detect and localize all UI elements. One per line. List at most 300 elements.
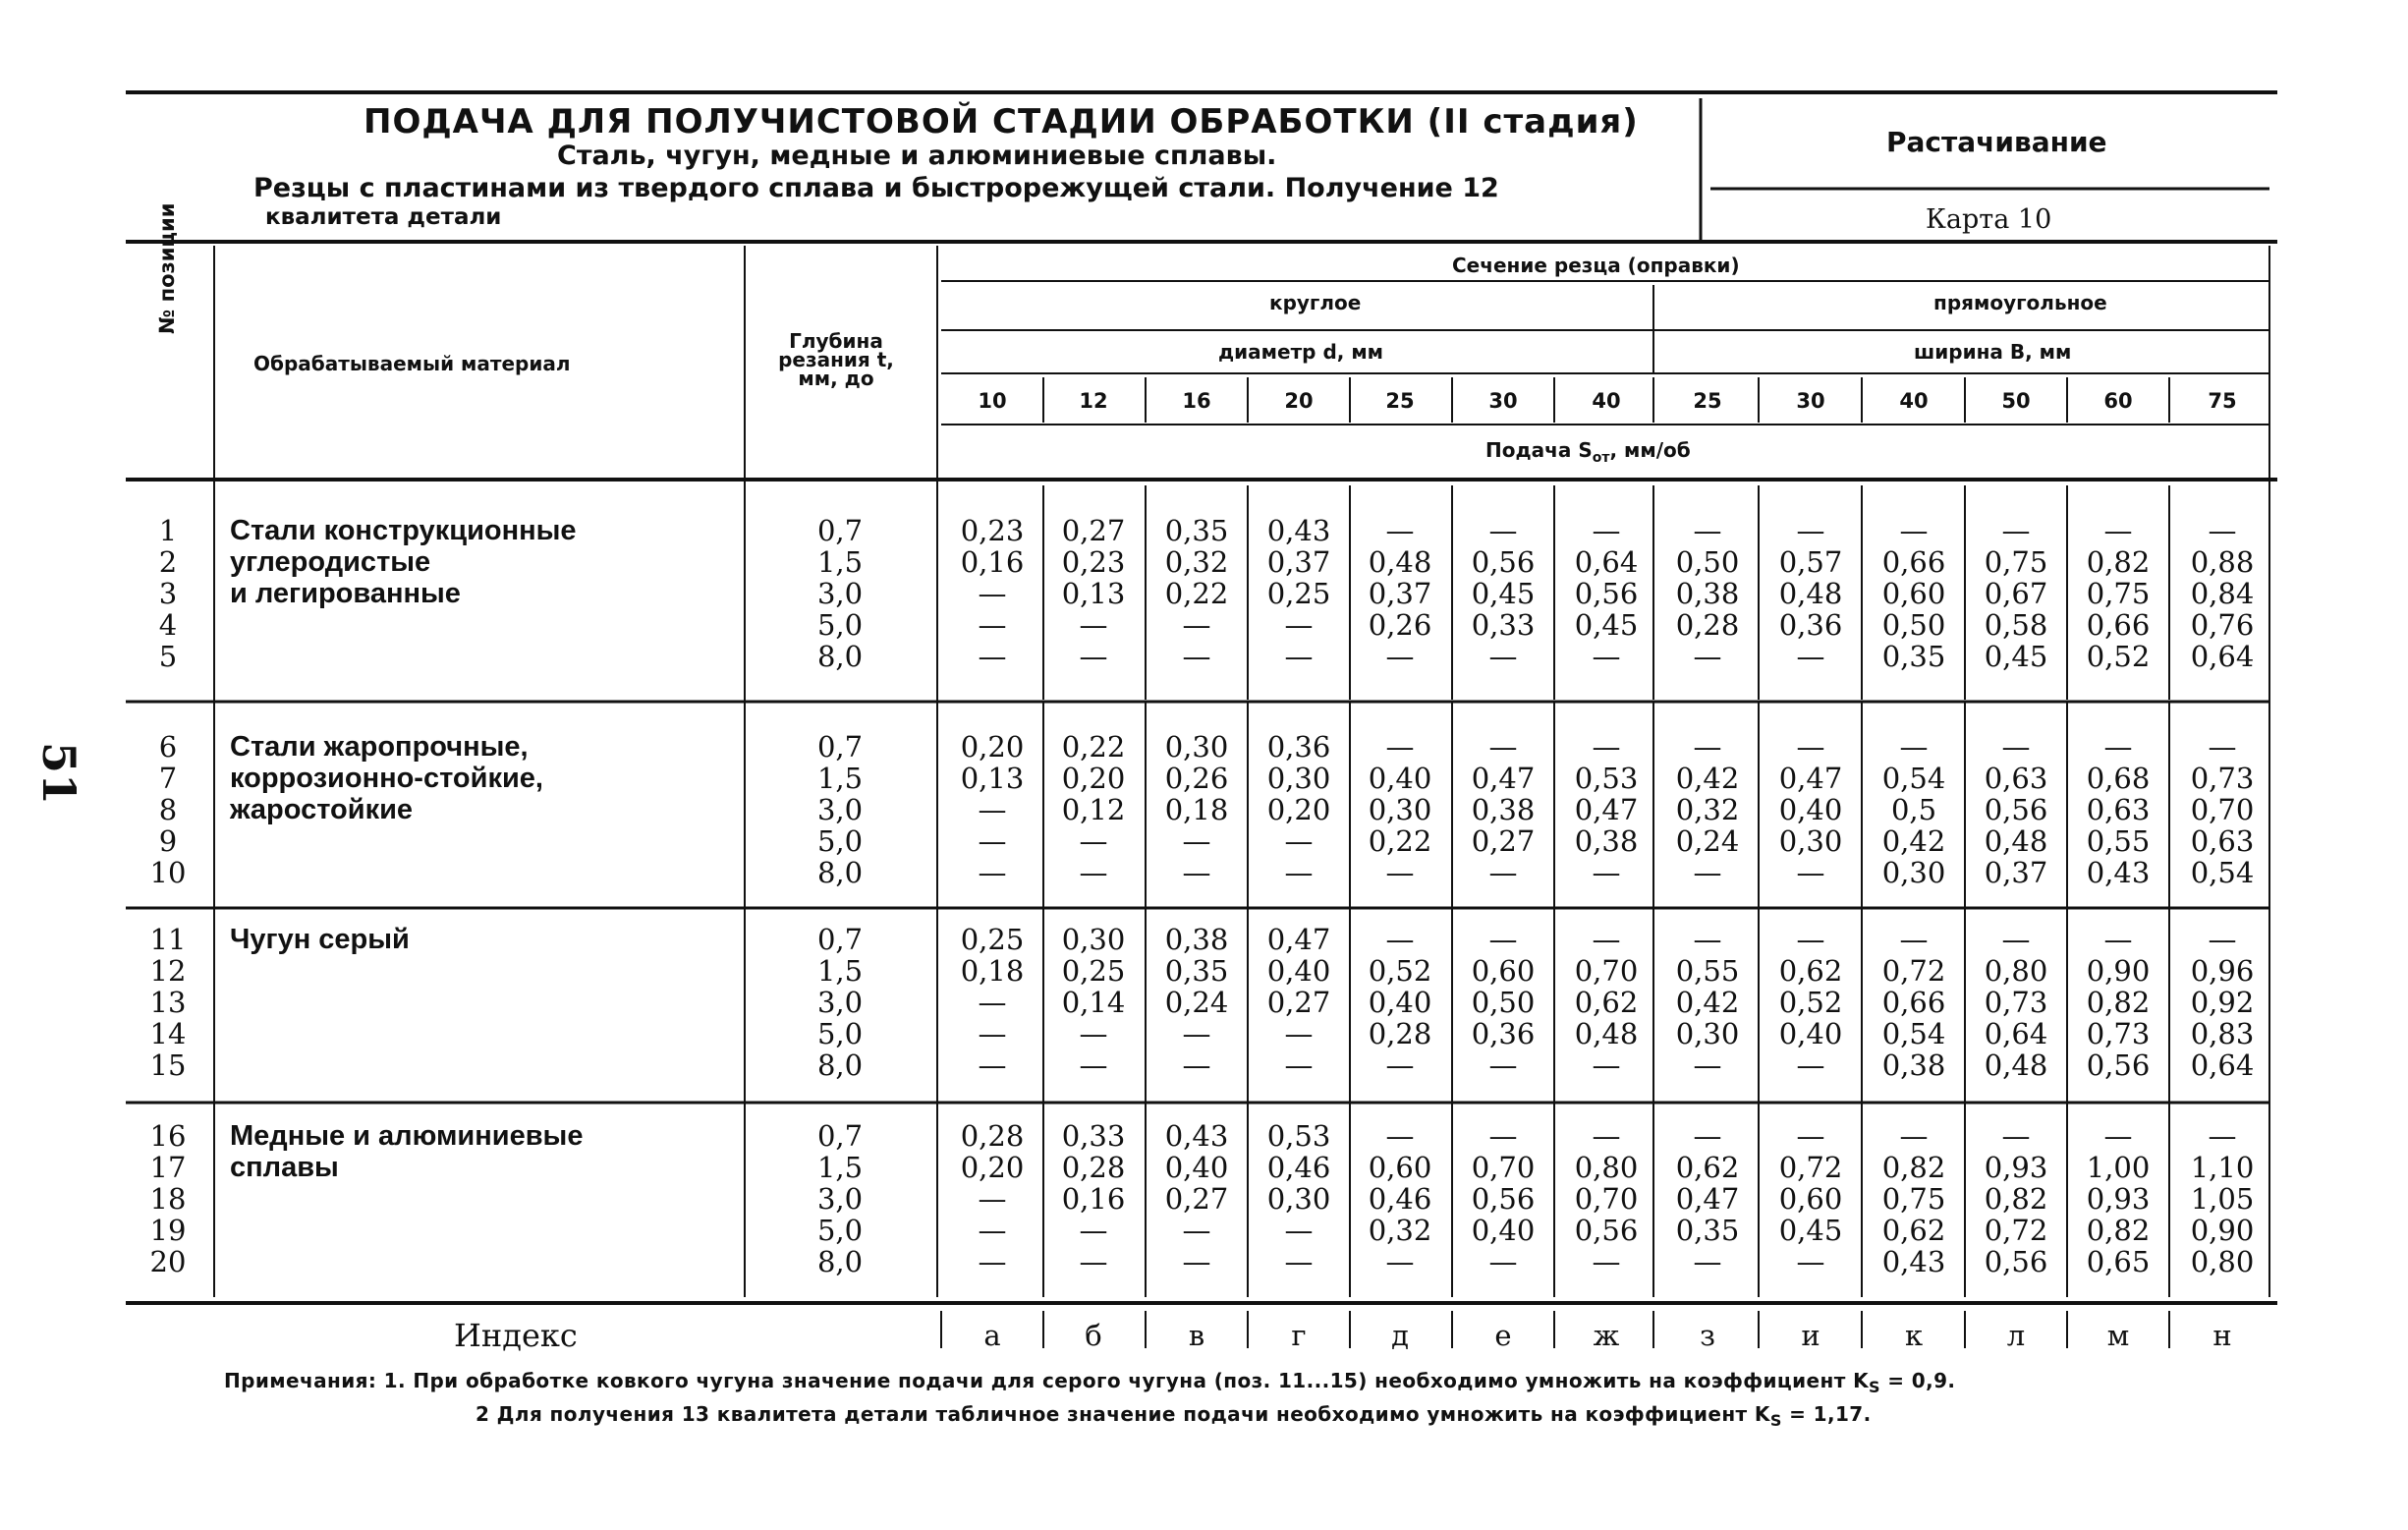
note-2 <box>476 1402 1872 1430</box>
feed-column <box>1044 731 1143 888</box>
feed-value: 0,50 <box>1881 608 1946 642</box>
feed-value: — <box>1079 1017 1108 1050</box>
header-feed-unit: , мм/об <box>1609 438 1691 462</box>
index-letter: д <box>1391 1319 1409 1352</box>
feed-value: — <box>978 640 1007 673</box>
feed-value: 0,75 <box>1984 545 2048 579</box>
position-number: 9 <box>158 824 178 858</box>
feed-value: 0,47 <box>1778 762 1843 795</box>
feed-value: — <box>1693 1048 1722 1082</box>
feed-value: 0,48 <box>1778 577 1843 610</box>
feed-value: 0,48 <box>1984 824 2048 858</box>
material-line: Стали жаропрочные, <box>230 731 529 763</box>
feed-column <box>1351 515 1449 672</box>
feed-value: — <box>978 1245 1007 1278</box>
feed-value: 0,54 <box>2190 856 2255 889</box>
index-letter: м <box>2106 1319 2130 1352</box>
feed-value: 0,14 <box>1061 986 1126 1019</box>
feed-value: 0,47 <box>1675 1182 1740 1216</box>
depth-value: 1,5 <box>816 1151 864 1184</box>
depth-value: 1,5 <box>816 545 864 579</box>
feed-value: 0,45 <box>1984 640 2048 673</box>
feed-value: 0,60 <box>1368 1151 1432 1184</box>
position-numbers <box>147 515 189 672</box>
feed-column <box>1967 924 2065 1081</box>
feed-value: 0,93 <box>1984 1151 2048 1184</box>
feed-value: — <box>1899 1119 1929 1153</box>
depth-values <box>806 515 874 672</box>
position-number: 7 <box>158 762 178 795</box>
header-material: Обрабатываемый материал <box>253 352 571 375</box>
position-number: 10 <box>149 856 187 889</box>
feed-value: 0,43 <box>2086 856 2151 889</box>
feed-value: 0,43 <box>1881 1245 1946 1278</box>
feed-value: — <box>978 824 1007 858</box>
feed-value: 0,36 <box>1778 608 1843 642</box>
feed-value: — <box>2103 1119 2133 1153</box>
feed-value: — <box>1796 514 1825 547</box>
header-rectangular: прямоугольное <box>1933 291 2107 314</box>
feed-value: 0,56 <box>1984 1245 2048 1278</box>
position-number: 2 <box>158 545 178 579</box>
material-name <box>230 515 577 609</box>
feed-value: — <box>1079 608 1108 642</box>
feed-column <box>2069 924 2167 1081</box>
feed-column <box>1762 924 1860 1081</box>
feed-value: — <box>1693 514 1722 547</box>
depth-value: 5,0 <box>816 1017 864 1050</box>
feed-value: 0,47 <box>1471 762 1536 795</box>
feed-value: 0,23 <box>960 514 1025 547</box>
feed-value: 0,63 <box>2086 793 2151 826</box>
feed-value: 0,83 <box>2190 1017 2255 1050</box>
note-2-end: = 1,17. <box>1781 1402 1872 1426</box>
size-header-cell: 40 <box>1899 389 1929 413</box>
feed-column <box>1044 924 1143 1081</box>
depth-value: 8,0 <box>816 856 864 889</box>
feed-value: — <box>1385 923 1415 956</box>
feed-value: 0,18 <box>1164 793 1229 826</box>
feed-column <box>1454 731 1552 888</box>
feed-value: — <box>2001 1119 2031 1153</box>
depth-value: 3,0 <box>816 793 864 826</box>
feed-value: — <box>1796 923 1825 956</box>
feed-value: 0,60 <box>1881 577 1946 610</box>
operation-name: Растачивание <box>1886 126 2107 158</box>
feed-column <box>2173 515 2271 672</box>
feed-value: 1,00 <box>2086 1151 2151 1184</box>
feed-value: 0,75 <box>1881 1182 1946 1216</box>
feed-value: — <box>1899 514 1929 547</box>
feed-column <box>1762 731 1860 888</box>
feed-value: 0,37 <box>1984 856 2048 889</box>
size-header-cell: 12 <box>1079 389 1108 413</box>
index-letter: к <box>1904 1319 1924 1352</box>
feed-column <box>1557 515 1655 672</box>
feed-value: 0,66 <box>2086 608 2151 642</box>
feed-value: 0,53 <box>1574 762 1639 795</box>
feed-value: 0,72 <box>1881 954 1946 988</box>
index-letter: а <box>983 1319 1001 1352</box>
feed-value: — <box>978 1017 1007 1050</box>
position-number: 6 <box>158 730 178 764</box>
feed-value: — <box>1284 640 1314 673</box>
position-number: 12 <box>149 954 187 988</box>
header-depth-line: Глубина <box>789 329 883 353</box>
depth-value: 5,0 <box>816 608 864 642</box>
feed-value: — <box>1488 1119 1518 1153</box>
depth-value: 3,0 <box>816 986 864 1019</box>
index-label: Индекс <box>454 1317 578 1354</box>
feed-column <box>2173 924 2271 1081</box>
feed-value: 0,38 <box>1164 923 1229 956</box>
material-line: углеродистые <box>230 546 431 578</box>
feed-value: 0,64 <box>1574 545 1639 579</box>
feed-value: 0,27 <box>1266 986 1331 1019</box>
size-header-cell: 40 <box>1592 389 1621 413</box>
feed-value: 0,38 <box>1471 793 1536 826</box>
feed-value: 0,40 <box>1778 793 1843 826</box>
position-number: 19 <box>149 1214 187 1247</box>
feed-value: 0,80 <box>1984 954 2048 988</box>
feed-value: 0,35 <box>1164 954 1229 988</box>
feed-value: 0,55 <box>2086 824 2151 858</box>
feed-value: 0,35 <box>1881 640 1946 673</box>
feed-value: 0,75 <box>2086 577 2151 610</box>
feed-value: 0,32 <box>1368 1214 1432 1247</box>
feed-value: 0,56 <box>1574 577 1639 610</box>
size-header-cell: 60 <box>2103 389 2133 413</box>
note-2-text: 2 Для получения 13 квалитета детали табличное значение подачи необходимо умножить на коэффициент K <box>476 1402 1770 1426</box>
position-numbers <box>147 924 189 1081</box>
feed-value: 0,70 <box>1471 1151 1536 1184</box>
feed-value: 0,45 <box>1471 577 1536 610</box>
feed-value: 0,45 <box>1778 1214 1843 1247</box>
feed-value: 0,57 <box>1778 545 1843 579</box>
position-number: 13 <box>149 986 187 1019</box>
feed-value: 0,46 <box>1266 1151 1331 1184</box>
feed-column <box>1557 731 1655 888</box>
feed-value: 0,42 <box>1675 986 1740 1019</box>
feed-value: — <box>2208 730 2237 764</box>
feed-value: — <box>1079 824 1108 858</box>
position-number: 3 <box>158 577 178 610</box>
feed-value: 0,22 <box>1164 577 1229 610</box>
position-number: 4 <box>158 608 178 642</box>
feed-value: — <box>978 986 1007 1019</box>
feed-value: 0,30 <box>1778 824 1843 858</box>
feed-value: — <box>1182 1245 1211 1278</box>
feed-column <box>1762 1120 1860 1277</box>
header-position: № позиции <box>155 202 179 334</box>
feed-value: 0,24 <box>1675 824 1740 858</box>
feed-value: 0,36 <box>1471 1017 1536 1050</box>
feed-value: 0,37 <box>1266 545 1331 579</box>
feed-value: 0,64 <box>2190 640 2255 673</box>
feed-value: 0,53 <box>1266 1119 1331 1153</box>
feed-column <box>1250 1120 1348 1277</box>
feed-value: 0,66 <box>1881 986 1946 1019</box>
feed-value: 0,50 <box>1675 545 1740 579</box>
position-number: 20 <box>149 1245 187 1278</box>
feed-value: 0,13 <box>960 762 1025 795</box>
depth-value: 8,0 <box>816 1245 864 1278</box>
feed-value: 0,54 <box>1881 762 1946 795</box>
size-header-cell: 20 <box>1284 389 1314 413</box>
index-letter: н <box>2212 1319 2232 1352</box>
feed-value: 0,52 <box>2086 640 2151 673</box>
feed-value: 0,60 <box>1471 954 1536 988</box>
feed-value: 0,30 <box>1881 856 1946 889</box>
feed-value: — <box>1488 640 1518 673</box>
header-depth-line: мм, до <box>798 367 874 390</box>
depth-value: 5,0 <box>816 1214 864 1247</box>
feed-value: 0,73 <box>1984 986 2048 1019</box>
depth-value: 0,7 <box>816 514 864 547</box>
feed-value: — <box>1693 856 1722 889</box>
feed-value: — <box>1592 1245 1621 1278</box>
material-name <box>230 1120 583 1183</box>
title-materials: Сталь, чугун, медные и алюминиевые сплавы. <box>557 141 1277 171</box>
feed-value: 0,42 <box>1675 762 1740 795</box>
feed-value: 0,28 <box>1061 1151 1126 1184</box>
note-1-subscript: S <box>1868 1378 1880 1396</box>
feed-value: 0,45 <box>1574 608 1639 642</box>
feed-value: 0,30 <box>1675 1017 1740 1050</box>
size-header-cell: 10 <box>978 389 1007 413</box>
feed-value: 0,76 <box>2190 608 2255 642</box>
feed-value: — <box>2103 730 2133 764</box>
feed-value: 0,48 <box>1574 1017 1639 1050</box>
feed-value: — <box>1284 856 1314 889</box>
feed-value: 0,32 <box>1675 793 1740 826</box>
feed-value: — <box>1592 640 1621 673</box>
feed-value: — <box>2001 923 2031 956</box>
feed-column <box>1351 731 1449 888</box>
index-letter: г <box>1291 1319 1307 1352</box>
feed-value: 0,72 <box>1984 1214 2048 1247</box>
page-number: 51 <box>32 741 86 806</box>
feed-value: — <box>1796 1048 1825 1082</box>
feed-value: 0,55 <box>1675 954 1740 988</box>
feed-value: — <box>1284 1017 1314 1050</box>
feed-value: 0,82 <box>1984 1182 2048 1216</box>
feed-value: 0,63 <box>2190 824 2255 858</box>
depth-value: 1,5 <box>816 954 864 988</box>
feed-value: — <box>978 608 1007 642</box>
feed-value: — <box>1284 1214 1314 1247</box>
feed-column <box>943 515 1041 672</box>
note-1-text: Примечания: 1. При обработке ковкого чугуна значение подачи для серого чугуна (поз. 11...15) необходимо умножить на коэффициент K <box>224 1369 1869 1392</box>
feed-value: 0,82 <box>2086 986 2151 1019</box>
position-number: 18 <box>149 1182 187 1216</box>
feed-value: 0,38 <box>1675 577 1740 610</box>
depth-value: 0,7 <box>816 923 864 956</box>
feed-value: 0,13 <box>1061 577 1126 610</box>
feed-value: — <box>1284 1048 1314 1082</box>
index-letter: з <box>1700 1319 1715 1352</box>
size-header-cell: 25 <box>1385 389 1415 413</box>
feed-column <box>1454 924 1552 1081</box>
feed-value: 0,47 <box>1574 793 1639 826</box>
position-number: 15 <box>149 1048 187 1082</box>
position-number: 5 <box>158 640 178 673</box>
feed-value: — <box>1385 730 1415 764</box>
feed-value: 0,70 <box>1574 954 1639 988</box>
feed-value: 0,62 <box>1574 986 1639 1019</box>
feed-value: 0,82 <box>1881 1151 1946 1184</box>
feed-value: 0,42 <box>1881 824 1946 858</box>
feed-column <box>1351 1120 1449 1277</box>
feed-value: 0,84 <box>2190 577 2255 610</box>
feed-value: — <box>1796 1119 1825 1153</box>
feed-column <box>1967 1120 2065 1277</box>
feed-value: — <box>2001 730 2031 764</box>
feed-value: 0,20 <box>960 730 1025 764</box>
feed-value: 0,82 <box>2086 545 2151 579</box>
position-number: 14 <box>149 1017 187 1050</box>
feed-value: 0,25 <box>1266 577 1331 610</box>
feed-value: — <box>978 577 1007 610</box>
feed-value: 0,64 <box>1984 1017 2048 1050</box>
feed-value: 0,40 <box>1778 1017 1843 1050</box>
feed-value: 1,05 <box>2190 1182 2255 1216</box>
feed-column <box>1148 515 1246 672</box>
depth-values <box>806 924 874 1081</box>
feed-value: — <box>1592 514 1621 547</box>
feed-value: — <box>1796 1245 1825 1278</box>
feed-value: 0,35 <box>1164 514 1229 547</box>
card-number: Карта 10 <box>1926 204 2052 235</box>
depth-value: 0,7 <box>816 730 864 764</box>
feed-column <box>1148 731 1246 888</box>
feed-value: — <box>1385 640 1415 673</box>
feed-value: — <box>1385 514 1415 547</box>
depth-values <box>806 731 874 888</box>
feed-value: 0,80 <box>1574 1151 1639 1184</box>
position-number: 17 <box>149 1151 187 1184</box>
feed-value: — <box>1182 640 1211 673</box>
feed-value: 0,50 <box>1471 986 1536 1019</box>
feed-value: 0,20 <box>1061 762 1126 795</box>
feed-value: 0,27 <box>1061 514 1126 547</box>
feed-column <box>1557 1120 1655 1277</box>
feed-value: 0,24 <box>1164 986 1229 1019</box>
material-line: Чугун серый <box>230 924 410 955</box>
feed-value: 0,70 <box>1574 1182 1639 1216</box>
index-letter: л <box>2006 1319 2026 1352</box>
feed-value: — <box>2208 1119 2237 1153</box>
feed-value: 0,68 <box>2086 762 2151 795</box>
depth-value: 1,5 <box>816 762 864 795</box>
feed-column <box>2069 1120 2167 1277</box>
title-cutters: Резцы с пластинами из твердого сплава и быстрорежущей стали. Получение 12 <box>253 173 1499 203</box>
feed-column <box>1865 515 1963 672</box>
feed-value: 0,43 <box>1164 1119 1229 1153</box>
material-name <box>230 924 410 955</box>
feed-value: 0,20 <box>960 1151 1025 1184</box>
feed-value: — <box>1488 856 1518 889</box>
index-letter: е <box>1494 1319 1512 1352</box>
header-feed-label: Подача S <box>1485 438 1593 462</box>
feed-value: — <box>1385 856 1415 889</box>
feed-value: 0,5 <box>1890 793 1937 826</box>
feed-value: — <box>1079 1214 1108 1247</box>
feed-value: — <box>1693 1245 1722 1278</box>
feed-value: — <box>1488 514 1518 547</box>
feed-column <box>1658 924 1757 1081</box>
feed-column <box>1148 1120 1246 1277</box>
depth-value: 3,0 <box>816 577 864 610</box>
feed-value: — <box>1693 640 1722 673</box>
feed-value: 0,16 <box>960 545 1025 579</box>
feed-value: 0,54 <box>1881 1017 1946 1050</box>
feed-value: — <box>2208 923 2237 956</box>
feed-value: 0,36 <box>1266 730 1331 764</box>
feed-value: 0,33 <box>1471 608 1536 642</box>
feed-value: 0,64 <box>2190 1048 2255 1082</box>
material-line: сплавы <box>230 1152 339 1183</box>
feed-value: 0,60 <box>1778 1182 1843 1216</box>
depth-value: 8,0 <box>816 640 864 673</box>
feed-value: — <box>1693 730 1722 764</box>
header-feed-subscript: от <box>1592 450 1610 466</box>
feed-value: — <box>2103 923 2133 956</box>
feed-column <box>1044 515 1143 672</box>
material-name <box>230 731 543 825</box>
feed-value: — <box>978 1048 1007 1082</box>
feed-value: 0,27 <box>1164 1182 1229 1216</box>
feed-value: 0,40 <box>1471 1214 1536 1247</box>
feed-value: 0,16 <box>1061 1182 1126 1216</box>
size-header-cell: 50 <box>2001 389 2031 413</box>
feed-value: 0,66 <box>1881 545 1946 579</box>
feed-value: 0,25 <box>1061 954 1126 988</box>
material-line: Стали конструкционные <box>230 515 577 546</box>
feed-value: 0,67 <box>1984 577 2048 610</box>
depth-value: 0,7 <box>816 1119 864 1153</box>
feed-value: — <box>1796 640 1825 673</box>
material-line: жаростойкие <box>230 794 414 825</box>
feed-value: 0,65 <box>2086 1245 2151 1278</box>
feed-value: 0,88 <box>2190 545 2255 579</box>
feed-value: 0,18 <box>960 954 1025 988</box>
feed-value: 0,12 <box>1061 793 1126 826</box>
feed-value: — <box>2001 514 2031 547</box>
index-letter: б <box>1085 1319 1102 1352</box>
feed-value: 0,38 <box>1574 824 1639 858</box>
header-feed <box>1485 438 1691 466</box>
feed-value: 0,20 <box>1266 793 1331 826</box>
feed-value: 0,62 <box>1675 1151 1740 1184</box>
feed-value: 0,30 <box>1266 762 1331 795</box>
feed-column <box>1557 924 1655 1081</box>
feed-value: — <box>1284 824 1314 858</box>
feed-value: — <box>1488 1245 1518 1278</box>
feed-value: 0,48 <box>1984 1048 2048 1082</box>
feed-value: 0,30 <box>1164 730 1229 764</box>
feed-value: 0,56 <box>1471 545 1536 579</box>
feed-value: 0,63 <box>1984 762 2048 795</box>
header-width: ширина B, мм <box>1914 340 2072 364</box>
feed-value: 0,80 <box>2190 1245 2255 1278</box>
material-line: и легированные <box>230 578 461 609</box>
position-number: 1 <box>158 514 178 547</box>
feed-column <box>1967 515 2065 672</box>
header-section: Сечение резца (оправки) <box>1452 254 1740 277</box>
feed-value: — <box>1488 923 1518 956</box>
feed-value: — <box>1592 1048 1621 1082</box>
